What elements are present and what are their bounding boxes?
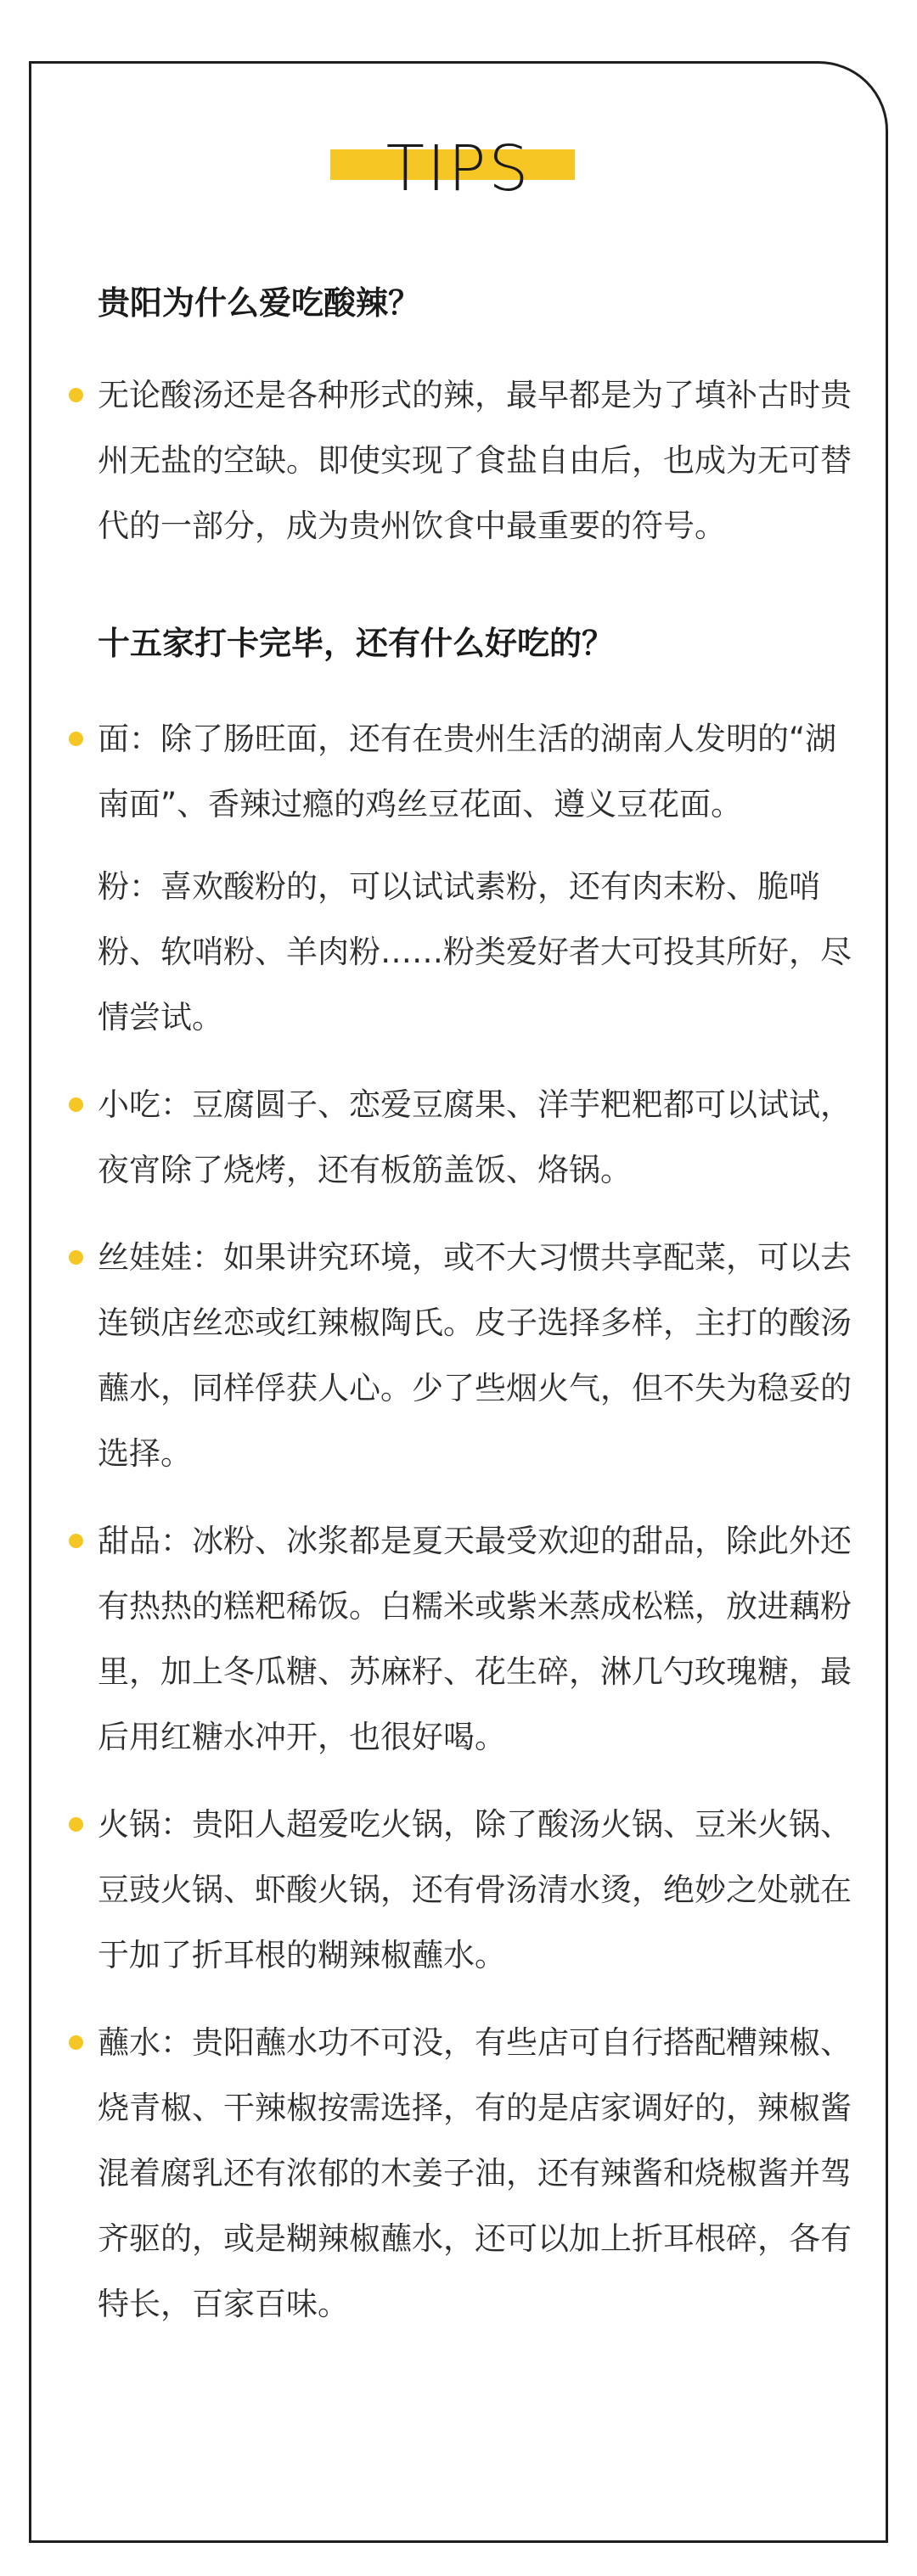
- list-item-text: 蘸水：贵阳蘸水功不可没，有些店可自行搭配糟辣椒、烧青椒、干辣椒按需选择，有的是店家调好的，辣椒酱混着腐乳还有浓郁的木姜子油，还有辣酱和烧椒酱并驾齐驱的，或是糊辣椒蘸水，还可以加上折耳根碎，各有特长，百家百味。: [98, 2024, 852, 2322]
- list-item: [98, 1225, 858, 1486]
- section-heading-more-food: 十五家打卡完毕，还有什么好吃的？: [98, 625, 615, 662]
- list-item-text: 无论酸汤还是各种形式的辣，最早都是为了填补古时贵州无盐的空缺。即使实现了食盐自由后，也成为无可替代的一部分，成为贵州饮食中最重要的符号。: [98, 377, 852, 544]
- bullet-dot-icon: [69, 1097, 83, 1112]
- page-title: TIPS: [385, 132, 532, 205]
- list-item-text: 甜品：冰粉、冰浆都是夏天最受欢迎的甜品，除此外还有热热的糕粑稀饭。白糯米或紫米蒸成松糕，放进藕粉里，加上冬瓜糖、苏麻籽、花生碎，淋几勺玫瑰糖，最后用红糖水冲开，也很好喝。: [98, 1523, 852, 1755]
- bullet-dot-icon: [69, 2035, 83, 2050]
- list-item: [98, 1792, 858, 1988]
- list-item-text: 火锅：贵阳人超爱吃火锅，除了酸汤火锅、豆米火锅、豆豉火锅、虾酸火锅，还有骨汤清水烫，绝妙之处就在于加了折耳根的糊辣椒蘸水。: [98, 1806, 852, 1973]
- bullet-dot-icon: [69, 732, 83, 746]
- list-item: [98, 1072, 858, 1203]
- bullet-dot-icon: [69, 1534, 83, 1548]
- section-heading-sour-spicy: 贵阳为什么爱吃酸辣？: [98, 284, 421, 322]
- title-block: [31, 128, 886, 213]
- list-item: [98, 706, 858, 1050]
- tips-card: [29, 61, 888, 2543]
- bullet-dot-icon: [69, 1250, 83, 1265]
- list-item-text: 丝娃娃：如果讲究环境，或不大习惯共享配菜，可以去连锁店丝恋或红辣椒陶氏。皮子选择多样，主打的酸汤蘸水，同样俘获人心。少了些烟火气，但不失为稳妥的选择。: [98, 1239, 852, 1472]
- list-item: [98, 362, 858, 558]
- tips-content: [98, 278, 858, 2359]
- bullet-dot-icon: [69, 1817, 83, 1832]
- list-item: [98, 1508, 858, 1770]
- list-item-text-secondary: 粉：喜欢酸粉的，可以试试素粉，还有肉末粉、脆哨粉、软哨粉、羊肉粉……粉类爱好者大可投其所好，尽情尝试。: [98, 868, 852, 1035]
- bullet-dot-icon: [69, 388, 83, 402]
- list-item-text: 小吃：豆腐圆子、恋爱豆腐果、洋芋粑粑都可以试试，夜宵除了烧烤，还有板筋盖饭、烙锅。: [98, 1086, 852, 1188]
- list-item-text: 面：除了肠旺面，还有在贵州生活的湖南人发明的“湖南面”、香辣过瘾的鸡丝豆花面、遵义豆花面。: [98, 721, 837, 822]
- list-item: [98, 2010, 858, 2337]
